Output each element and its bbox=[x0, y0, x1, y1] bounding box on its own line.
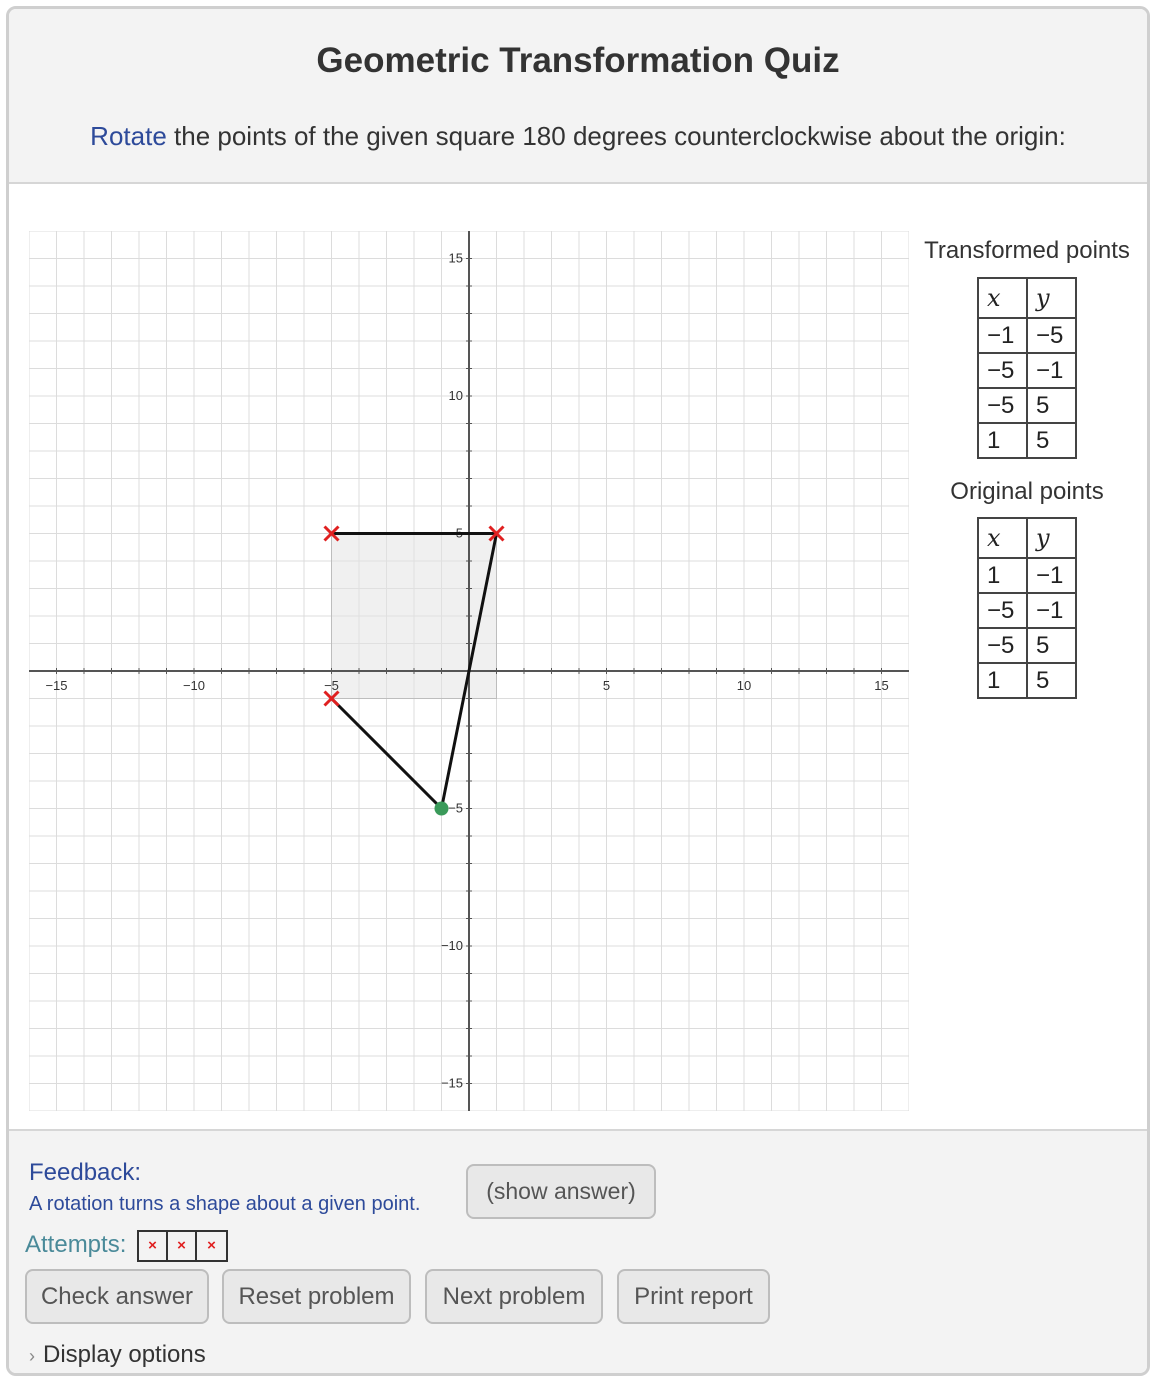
next-problem-button[interactable]: Next problem bbox=[425, 1269, 603, 1324]
x-tick-label: 15 bbox=[874, 678, 889, 693]
y-tick-label: −15 bbox=[440, 1075, 463, 1091]
instruction-rest: the points of the given square 180 degrees counterclockwise about the origin: bbox=[166, 121, 1066, 151]
attempts-indicator bbox=[137, 1230, 228, 1262]
transformed-header-y: y bbox=[1027, 278, 1076, 318]
transformed-cell: −1 bbox=[978, 318, 1027, 353]
table-row bbox=[978, 353, 1076, 388]
transformed-cell: −5 bbox=[978, 353, 1027, 388]
original-header-y: y bbox=[1027, 518, 1076, 558]
original-cell: −5 bbox=[978, 628, 1027, 663]
transformed-cell: −1 bbox=[1027, 353, 1076, 388]
display-options-label: Display options bbox=[43, 1341, 206, 1368]
coordinate-graph[interactable] bbox=[29, 231, 909, 1111]
y-tick-label: 15 bbox=[448, 250, 463, 266]
table-row bbox=[978, 388, 1076, 423]
transformed-header-x: x bbox=[978, 278, 1027, 318]
transformed-cell: 5 bbox=[1027, 423, 1076, 458]
y-tick-label: 5 bbox=[455, 525, 463, 541]
table-row bbox=[978, 628, 1076, 663]
attempts-label: Attempts: bbox=[25, 1231, 127, 1258]
table-row bbox=[978, 593, 1076, 628]
x-tick-label: −10 bbox=[182, 678, 206, 693]
print-report-button[interactable]: Print report bbox=[617, 1269, 770, 1324]
transformed-cell: 1 bbox=[978, 423, 1027, 458]
chevron-right-icon: › bbox=[29, 1346, 35, 1366]
x-tick-label: 5 bbox=[602, 678, 611, 693]
quiz-panel bbox=[6, 6, 1150, 1376]
original-cell: 1 bbox=[978, 558, 1027, 593]
attempt-failed-icon: × bbox=[207, 1237, 216, 1254]
current-point[interactable] bbox=[435, 802, 449, 816]
table-row bbox=[978, 558, 1076, 593]
quiz-header bbox=[9, 9, 1147, 184]
original-header-x: x bbox=[978, 518, 1027, 558]
x-tick-label: −15 bbox=[45, 678, 68, 693]
table-row bbox=[978, 318, 1076, 353]
transformed-points-table bbox=[977, 277, 1077, 459]
original-points-title: Original points bbox=[950, 478, 1104, 505]
original-cell: 1 bbox=[978, 663, 1027, 698]
transformed-cell: 5 bbox=[1027, 388, 1076, 423]
original-cell: −1 bbox=[1027, 593, 1076, 628]
x-tick-label: −5 bbox=[324, 678, 339, 693]
x-tick-label: 10 bbox=[736, 678, 752, 693]
quiz-footer bbox=[9, 1129, 1147, 1376]
original-cell: −1 bbox=[1027, 558, 1076, 593]
attempt-failed-icon: × bbox=[139, 1232, 168, 1260]
reset-problem-button[interactable]: Reset problem bbox=[222, 1269, 411, 1324]
attempt-failed-icon: × bbox=[168, 1232, 197, 1260]
original-cell: −5 bbox=[978, 593, 1027, 628]
display-options-toggle[interactable] bbox=[29, 1341, 206, 1369]
y-tick-label: −10 bbox=[440, 938, 463, 953]
transformed-cell: −5 bbox=[978, 388, 1027, 423]
instruction-verb: Rotate bbox=[90, 121, 167, 151]
check-answer-button[interactable]: Check answer bbox=[25, 1269, 209, 1324]
y-tick-label: −5 bbox=[448, 800, 463, 816]
instruction-text bbox=[9, 121, 1147, 152]
feedback-label: Feedback: bbox=[29, 1159, 142, 1186]
original-points-table bbox=[977, 517, 1077, 699]
feedback-text: A rotation turns a shape about a given point. bbox=[29, 1193, 421, 1215]
transformed-cell: −5 bbox=[1027, 318, 1076, 353]
transformed-points-title: Transformed points bbox=[924, 237, 1130, 264]
y-tick-label: 10 bbox=[448, 388, 463, 403]
original-cell: 5 bbox=[1027, 663, 1076, 698]
show-answer-button[interactable]: (show answer) bbox=[466, 1164, 656, 1219]
page-title: Geometric Transformation Quiz bbox=[316, 41, 840, 80]
original-cell: 5 bbox=[1027, 628, 1076, 663]
table-row bbox=[978, 423, 1076, 458]
table-row bbox=[978, 663, 1076, 698]
